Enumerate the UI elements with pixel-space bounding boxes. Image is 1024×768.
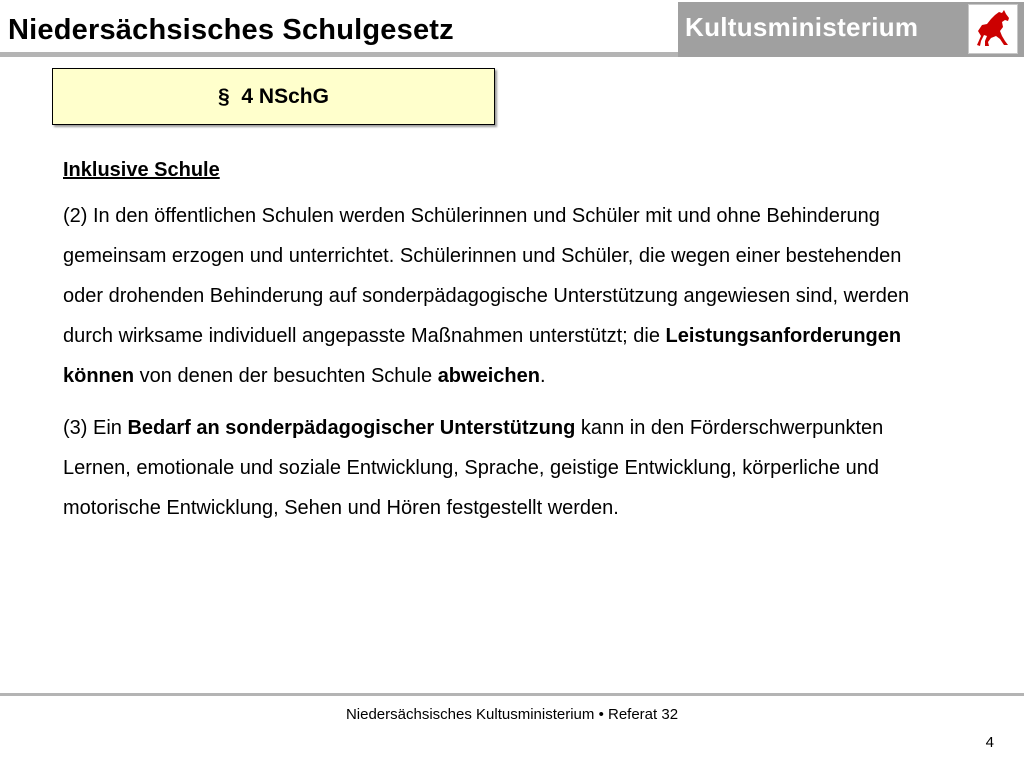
p3-bold-1: Bedarf an sonderpädagogischer Unterstützung — [127, 417, 576, 439]
footer-org: Niedersächsisches Kultusministerium — [345, 706, 595, 723]
paragraph-3 — [63, 408, 933, 528]
footer-divider — [0, 693, 1024, 696]
footer-separator: • — [598, 706, 604, 723]
p2-text-3: . — [539, 365, 546, 387]
paragraph-2 — [63, 196, 933, 396]
p2-bold-2: abweichen — [437, 365, 540, 387]
p2-text-1: (2) In den öffentlichen Schulen werden Schülerinnen und Schüler mit und ohne Behinderung gemeinsam erzogen und unterrichtet. Schülerinnen und Schüler, die wegen einer bestehenden oder drohenden Behinderung auf sonderpädagogische Unterstützung angewiesen sind, werden durch wirksame individuell angepasste Maßnahmen unterstützt; die — [63, 205, 910, 347]
page-number: 4 — [985, 734, 994, 751]
p2-bold-1: Leistungsanforderungen können — [63, 325, 902, 387]
footer-dept: Referat 32 — [608, 706, 679, 723]
law-text — [63, 150, 933, 540]
footer-credit — [0, 706, 1024, 723]
logo — [968, 4, 1018, 54]
p3-text-1: (3) Ein — [63, 417, 128, 439]
p3-text-2: kann in den Förderschwerpunkten Lernen, emotionale und soziale Entwicklung, Sprache, geistige Entwicklung, körperliche und motorische Entwicklung, Sehen und Hören festgestellt werden. — [63, 417, 884, 519]
page-title: Niedersächsisches Schulgesetz — [8, 14, 454, 46]
section-heading: Inklusive Schule — [63, 159, 220, 181]
lower-saxony-horse-icon — [969, 5, 1017, 53]
section-label: § 4 NSchG — [52, 68, 495, 125]
p2-text-2: von denen der besuchten Schule — [134, 365, 438, 387]
brand-name: Kultusministerium — [685, 12, 919, 42]
